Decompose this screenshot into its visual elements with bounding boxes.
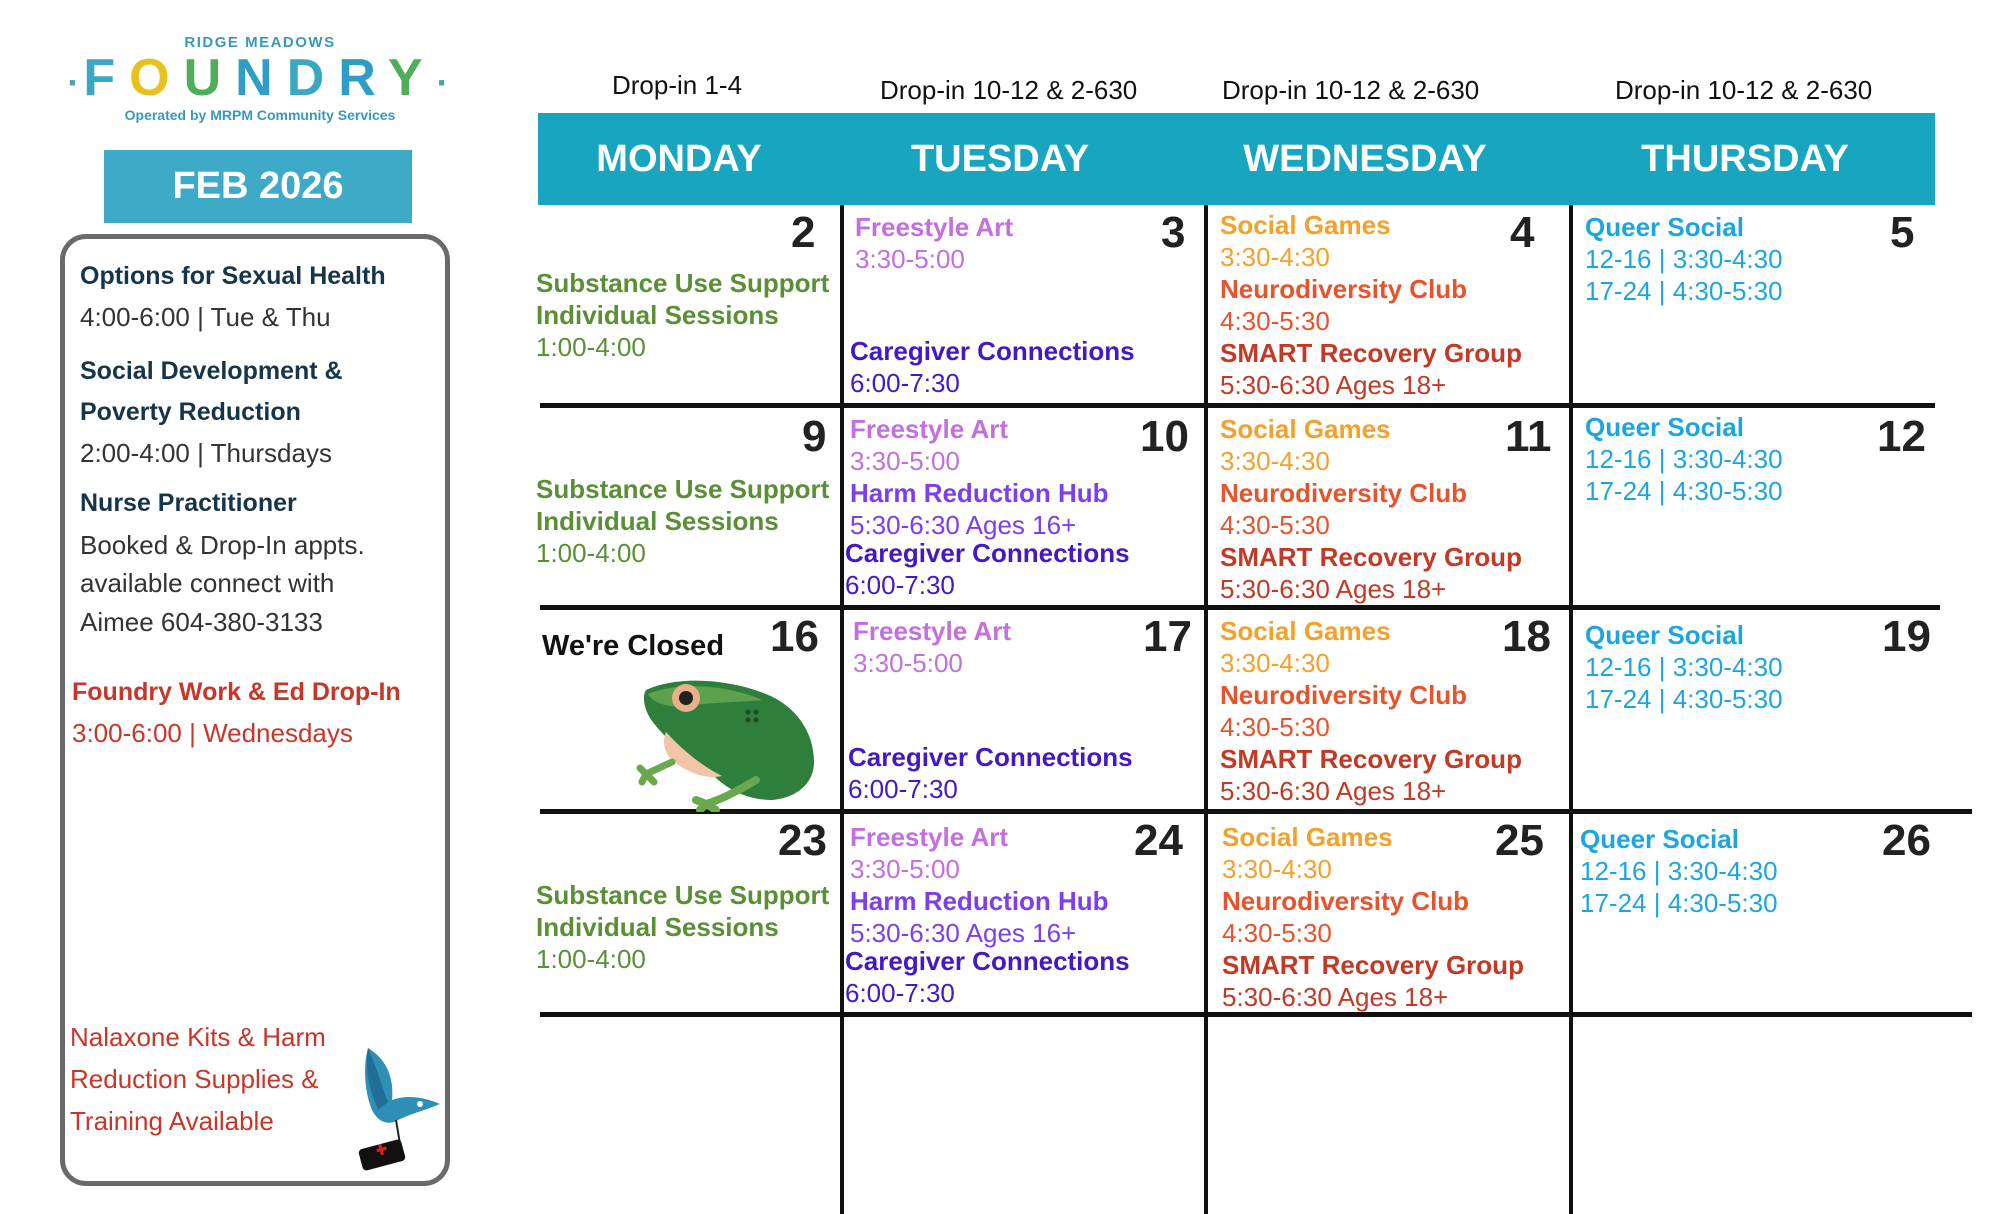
- event-time: 6:00-7:30: [850, 368, 960, 398]
- event-time: 5:30-6:30 Ages 16+: [850, 510, 1077, 540]
- date-24: 24: [1134, 816, 1183, 865]
- event-time: 3:30-5:00: [850, 854, 960, 884]
- date-18: 18: [1502, 612, 1551, 661]
- event-freestyle-art: Freestyle Art: [853, 616, 1011, 646]
- grid-divider: [840, 205, 844, 1214]
- event-time: 3:30-4:30: [1222, 854, 1332, 884]
- event-harm-reduction: Harm Reduction Hub: [850, 886, 1109, 916]
- social-dev-title-a: Social Development &: [80, 357, 343, 385]
- event-time: 1:00-4:00: [536, 538, 646, 568]
- date-2: 2: [791, 208, 816, 257]
- event-queer-social: Queer Social: [1585, 412, 1744, 442]
- work-ed-title: Foundry Work & Ed Drop-In: [72, 678, 401, 706]
- event-neurodiversity: Neurodiversity Club: [1220, 274, 1468, 304]
- event-time: 5:30-6:30 Ages 18+: [1222, 982, 1449, 1012]
- date-23: 23: [778, 816, 827, 865]
- social-dev-time: 2:00-4:00 | Thursdays: [80, 438, 332, 468]
- event-neurodiversity: Neurodiversity Club: [1222, 886, 1470, 916]
- naloxone-line-2: Reduction Supplies &: [70, 1064, 319, 1094]
- event-time: 5:30-6:30 Ages 18+: [1220, 574, 1447, 604]
- event-queer-social: Queer Social: [1585, 620, 1744, 650]
- event-time: 17-24 | 4:30-5:30: [1585, 476, 1783, 506]
- dropin-thursday: Drop-in 10-12 & 2-630: [1615, 75, 1873, 105]
- event-time: 3:30-5:00: [850, 446, 960, 476]
- event-time: 5:30-6:30 Ages 16+: [850, 918, 1077, 948]
- event-time: 12-16 | 3:30-4:30: [1585, 444, 1783, 474]
- logo-top-text: RIDGE MEADOWS: [184, 34, 336, 51]
- event-time: 4:30-5:30: [1220, 510, 1330, 540]
- event-time: 6:00-7:30: [845, 978, 955, 1008]
- logo-wordmark: ·FOUNDRY·: [67, 49, 453, 107]
- sexual-health-time: 4:00-6:00 | Tue & Thu: [80, 302, 331, 332]
- event-social-games: Social Games: [1220, 616, 1391, 646]
- event-time: 12-16 | 3:30-4:30: [1585, 244, 1783, 274]
- bird-icon: [348, 1040, 444, 1180]
- event-smart-recovery: SMART Recovery Group: [1220, 744, 1522, 774]
- date-12: 12: [1877, 412, 1926, 461]
- event-individual-sessions: Individual Sessions: [536, 506, 779, 536]
- event-harm-reduction: Harm Reduction Hub: [850, 478, 1109, 508]
- event-caregiver: Caregiver Connections: [850, 336, 1135, 366]
- event-time: 1:00-4:00: [536, 944, 646, 974]
- event-time: 3:30-4:30: [1220, 446, 1330, 476]
- event-time: 4:30-5:30: [1222, 918, 1332, 948]
- nurse-line-2: available connect with: [80, 568, 335, 598]
- date-16: 16: [770, 612, 819, 661]
- week-divider: [540, 605, 1940, 610]
- month-title: FEB 2026: [104, 150, 412, 223]
- event-substance-use: Substance Use Support: [536, 268, 830, 298]
- date-3: 3: [1161, 208, 1186, 257]
- event-individual-sessions: Individual Sessions: [536, 300, 779, 330]
- date-9: 9: [802, 412, 827, 461]
- date-26: 26: [1882, 816, 1931, 865]
- dropin-wednesday: Drop-in 10-12 & 2-630: [1222, 75, 1480, 105]
- date-11: 11: [1505, 412, 1552, 461]
- event-time: 5:30-6:30 Ages 18+: [1220, 370, 1447, 400]
- grid-divider: [1204, 205, 1208, 1214]
- nurse-line-1: Booked & Drop-In appts.: [80, 530, 365, 560]
- logo-subtitle: Operated by MRPM Community Services: [124, 107, 396, 123]
- header-wednesday: WEDNESDAY: [1243, 138, 1487, 180]
- event-time: 3:30-4:30: [1220, 648, 1330, 678]
- dropin-tuesday: Drop-in 10-12 & 2-630: [880, 75, 1138, 105]
- nurse-title: Nurse Practitioner: [80, 489, 297, 517]
- date-19: 19: [1882, 612, 1931, 661]
- header-tuesday: TUESDAY: [910, 138, 1090, 180]
- dropin-monday: Drop-in 1-4: [612, 70, 743, 100]
- event-time: 12-16 | 3:30-4:30: [1585, 652, 1783, 682]
- event-freestyle-art: Freestyle Art: [850, 822, 1008, 852]
- event-time: 17-24 | 4:30-5:30: [1585, 684, 1783, 714]
- date-5: 5: [1890, 208, 1915, 257]
- date-10: 10: [1140, 412, 1189, 461]
- date-25: 25: [1495, 816, 1544, 865]
- week-divider: [540, 403, 1935, 408]
- event-freestyle-art: Freestyle Art: [855, 212, 1013, 242]
- event-time: 5:30-6:30 Ages 18+: [1220, 776, 1447, 806]
- event-time: 17-24 | 4:30-5:30: [1585, 276, 1783, 306]
- event-caregiver: Caregiver Connections: [848, 742, 1133, 772]
- event-social-games: Social Games: [1220, 210, 1391, 240]
- event-time: 3:30-4:30: [1220, 242, 1330, 272]
- grid-divider: [1569, 205, 1573, 1214]
- date-17: 17: [1143, 612, 1192, 661]
- event-social-games: Social Games: [1222, 822, 1393, 852]
- event-substance-use: Substance Use Support: [536, 880, 830, 910]
- event-neurodiversity: Neurodiversity Club: [1220, 680, 1468, 710]
- event-time: 6:00-7:30: [845, 570, 955, 600]
- event-queer-social: Queer Social: [1580, 824, 1739, 854]
- naloxone-line-1: Nalaxone Kits & Harm: [70, 1022, 326, 1052]
- event-substance-use: Substance Use Support: [536, 474, 830, 504]
- event-caregiver: Caregiver Connections: [845, 538, 1130, 568]
- event-time: 12-16 | 3:30-4:30: [1580, 856, 1778, 886]
- event-time: 1:00-4:00: [536, 332, 646, 362]
- event-smart-recovery: SMART Recovery Group: [1220, 338, 1522, 368]
- event-time: 17-24 | 4:30-5:30: [1580, 888, 1778, 918]
- closed-notice: We're Closed: [542, 630, 725, 662]
- work-ed-time: 3:00-6:00 | Wednesdays: [72, 718, 353, 748]
- event-social-games: Social Games: [1220, 414, 1391, 444]
- header-thursday: THURSDAY: [1641, 138, 1849, 180]
- event-time: 3:30-5:00: [853, 648, 963, 678]
- event-queer-social: Queer Social: [1585, 212, 1744, 242]
- sexual-health-title: Options for Sexual Health: [80, 262, 386, 290]
- event-freestyle-art: Freestyle Art: [850, 414, 1008, 444]
- date-4: 4: [1510, 208, 1535, 257]
- event-time: 3:30-5:00: [855, 244, 965, 274]
- event-smart-recovery: SMART Recovery Group: [1220, 542, 1522, 572]
- frog-icon: [636, 672, 826, 812]
- event-smart-recovery: SMART Recovery Group: [1222, 950, 1524, 980]
- header-monday: MONDAY: [596, 138, 762, 180]
- event-time: 4:30-5:30: [1220, 712, 1330, 742]
- social-dev-title-b: Poverty Reduction: [80, 398, 301, 426]
- event-neurodiversity: Neurodiversity Club: [1220, 478, 1468, 508]
- nurse-line-3: Aimee 604-380-3133: [80, 607, 323, 637]
- event-time: 4:30-5:30: [1220, 306, 1330, 336]
- naloxone-line-3: Training Available: [70, 1106, 274, 1136]
- event-individual-sessions: Individual Sessions: [536, 912, 779, 942]
- event-caregiver: Caregiver Connections: [845, 946, 1130, 976]
- event-time: 6:00-7:30: [848, 774, 958, 804]
